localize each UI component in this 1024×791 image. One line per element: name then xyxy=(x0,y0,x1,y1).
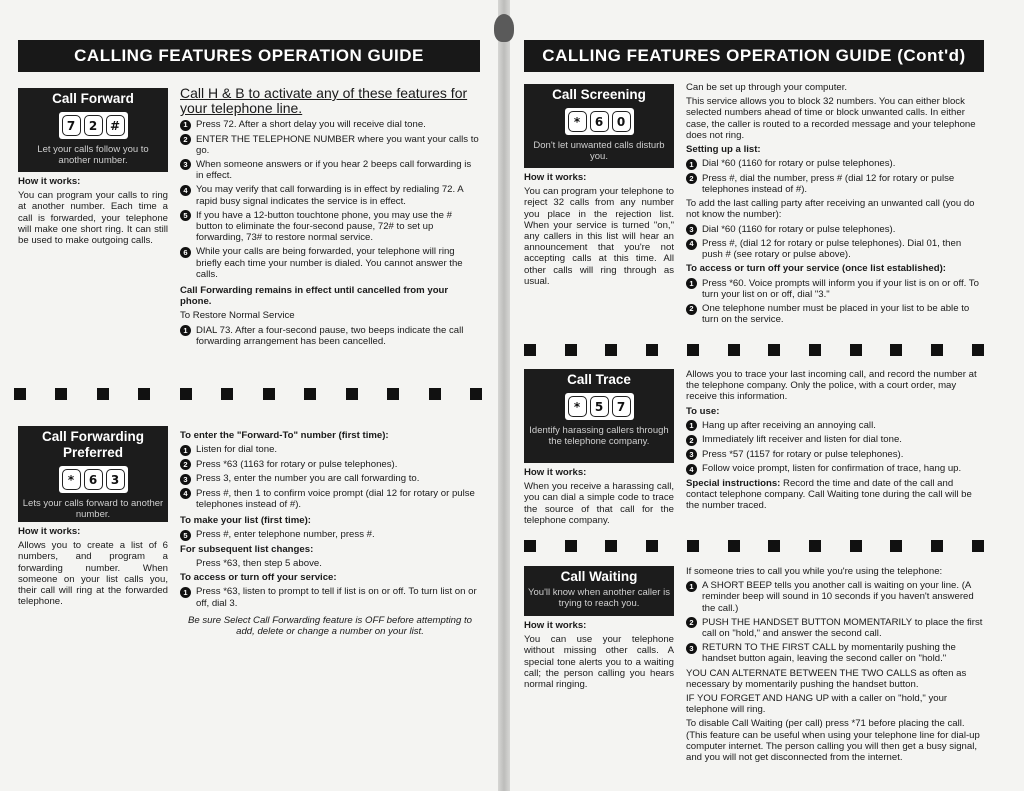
step-text: A SHORT BEEP tells you another call is waiting on your line. (A reminder beep will sound in 10 seconds if you haven't answered the call.) xyxy=(702,580,974,614)
step-text: Hang up after receiving an annoying call. xyxy=(702,419,876,431)
left-banner: CALLING FEATURES OPERATION GUIDE xyxy=(18,40,480,72)
step-number: 3 xyxy=(180,159,191,170)
step-text: Immediately lift receiver and listen for dial tone. xyxy=(702,434,902,446)
waiting-disable: To disable Call Waiting (per call) press *71 before placing the call. (This feature can be useful when using your telephone line for dial-up computer internet. The person calling you will then get a busy signal, and you will not get disconnected from the internet. xyxy=(686,718,980,764)
call-forward-intro: Call H & B to activate any of these features for your telephone line. xyxy=(180,85,468,116)
step-number: 4 xyxy=(686,239,697,250)
step xyxy=(686,580,984,614)
step-text: Press 72. After a short delay you will receive dial tone. xyxy=(196,119,426,130)
key-7: 7 xyxy=(62,115,81,136)
key-0: 0 xyxy=(612,111,631,132)
how-text: You can program your telephone to reject 32 calls from any number you place in the rejection list. When your service is turned "on," any callers in this list will hear an announcement that you're not accepting calls at this time. All other calls will ring through as usual. xyxy=(524,186,674,287)
step-text: You may verify that call forwarding is in effect by redialing 72. A rapid busy signal indicates the service is in effect. xyxy=(196,184,464,207)
how-label: How it works: xyxy=(524,172,587,183)
step xyxy=(180,159,480,181)
step xyxy=(180,184,480,206)
right-banner: CALLING FEATURES OPERATION GUIDE (Cont'd) xyxy=(524,40,984,72)
cfp-keys xyxy=(59,466,128,493)
step-text: Listen for dial tone. xyxy=(196,444,278,456)
how-label: How it works: xyxy=(524,620,587,631)
key-7: 7 xyxy=(612,396,631,417)
right-square-divider-2 xyxy=(524,540,984,552)
step xyxy=(686,278,984,300)
call-waiting-box xyxy=(524,566,674,616)
subs-head: For subsequent list changes: xyxy=(180,543,314,555)
step-text: Press *60. Voice prompts will inform you if your list is on or off. To turn your list on or off, dial "3." xyxy=(702,277,979,300)
step xyxy=(686,158,984,170)
page-gutter xyxy=(498,0,510,791)
step xyxy=(686,238,984,260)
step-number: 3 xyxy=(686,449,697,460)
step-text: Press #, dial the number, press # (dial 12 for rotary or pulse telephones instead of #). xyxy=(702,172,955,195)
special-label: Special instructions: xyxy=(686,477,781,489)
screening-tagline: Don't let unwanted calls disturb you. xyxy=(533,140,665,162)
step-number: 2 xyxy=(686,435,697,446)
waiting-alt: YOU CAN ALTERNATE BETWEEN THE TWO CALLS as often as necessary by momentarily pushing the handset button. xyxy=(686,667,967,690)
key-2: 2 xyxy=(84,115,103,136)
step-text: RETURN TO THE FIRST CALL by momentarily pushing the handset button again, leaving the second caller on "hold." xyxy=(702,642,956,665)
key-star: * xyxy=(568,111,587,132)
step xyxy=(180,473,480,485)
call-forward-how xyxy=(18,176,168,249)
key-hash: # xyxy=(106,115,125,136)
step xyxy=(686,642,984,664)
trace-how xyxy=(524,467,674,529)
list-head: To make your list (first time): xyxy=(180,515,311,527)
step-number: 1 xyxy=(686,278,697,289)
screening-instructions xyxy=(686,82,984,328)
call-forward-instructions xyxy=(180,86,480,350)
how-text: You can program your calls to ring at another number. Each time a call is forwarded, your telephone will make one short ring. It can still be used to make outgoing calls. xyxy=(18,190,168,247)
step-number: 1 xyxy=(180,120,191,131)
special-text: Record the time and date of the call and contact telephone company. Call Waiting tone during the call will be the number traced. xyxy=(686,477,972,512)
step-number: 2 xyxy=(686,173,697,184)
step-number: 2 xyxy=(686,304,697,315)
enter-head: To enter the "Forward-To" number (first time): xyxy=(180,430,389,441)
step xyxy=(180,119,480,131)
step-text: Dial *60 (1160 for rotary or pulse telephones). xyxy=(702,223,896,235)
use-head: To use: xyxy=(686,405,720,417)
how-label: How it works: xyxy=(18,176,81,187)
setting-head: Setting up a list: xyxy=(686,144,761,156)
step-number: 3 xyxy=(686,224,697,235)
step-text: While your calls are being forwarded, your telephone will ring briefly each time your number is dialed. You cannot answer the calls. xyxy=(196,246,463,280)
screening-p2: This service allows you to block 32 numbers. You can either block selected numbers ahead of time or block unwanted calls. In either case, the caller is routed to a recorded message and your telephone does not ring. xyxy=(686,96,976,141)
step-number: 2 xyxy=(180,134,191,145)
step-number: 5 xyxy=(180,210,191,221)
cfp-how xyxy=(18,526,168,610)
how-text: Allows you to create a list of 6 numbers, and program a forwarding number. When someone on your list calls you, their call will ring at the forwarded telephone. xyxy=(18,540,168,608)
step-number: 5 xyxy=(180,530,191,541)
cfp-title: Call Forwarding Preferred xyxy=(41,429,144,460)
restore-label: To Restore Normal Service xyxy=(180,310,295,322)
step xyxy=(180,246,480,280)
step-number: 4 xyxy=(686,464,697,475)
access-head: To access or turn off your service: xyxy=(180,572,337,584)
how-label: How it works: xyxy=(18,526,81,537)
call-forward-box xyxy=(18,88,168,172)
step-number: 4 xyxy=(180,185,191,196)
left-square-divider-1 xyxy=(14,388,482,400)
screening-how xyxy=(524,172,674,290)
step-text: Follow voice prompt, listen for confirmation of trace, hang up. xyxy=(702,463,962,475)
step xyxy=(180,488,480,510)
right-square-divider-1 xyxy=(524,344,984,356)
step xyxy=(180,134,480,156)
call-screening-box xyxy=(524,84,674,168)
waiting-title: Call Waiting xyxy=(560,569,638,584)
call-forwarding-preferred-box xyxy=(18,426,168,522)
how-text: When you receive a harassing call, you can dial a simple code to trace the source of that call for the telephone company. xyxy=(524,481,674,526)
cfp-tagline: Lets your calls forward to another number. xyxy=(22,498,164,520)
step xyxy=(686,463,984,475)
step-number: 2 xyxy=(180,459,191,470)
step xyxy=(180,444,480,456)
step-number: 3 xyxy=(180,474,191,485)
key-6: 6 xyxy=(84,469,103,490)
how-text: You can use your telephone without missing other calls. A special tone alerts you to a waiting call; the person calling you hears normal ringing. xyxy=(524,634,674,691)
step-number: 1 xyxy=(686,581,697,592)
step-number: 3 xyxy=(686,643,697,654)
trace-title: Call Trace xyxy=(567,372,631,387)
waiting-instructions xyxy=(686,566,984,766)
trace-instructions xyxy=(686,369,984,514)
step xyxy=(686,617,984,639)
step xyxy=(180,586,480,608)
step-number: 1 xyxy=(686,420,697,431)
call-forward-title: Call Forward xyxy=(52,91,134,106)
key-5: 5 xyxy=(590,396,609,417)
screening-p1: Can be set up through your computer. xyxy=(686,82,848,93)
step-text: Dial *60 (1160 for rotary or pulse telephones). xyxy=(702,158,896,170)
call-trace-box xyxy=(524,369,674,463)
step xyxy=(686,420,984,432)
access-head: To access or turn off your service (once list established): xyxy=(686,263,946,275)
step-text: Press *57 (1157 for rotary or pulse telephones). xyxy=(702,448,904,460)
waiting-intro: If someone tries to call you while you're using the telephone: xyxy=(686,566,943,577)
step-number: 1 xyxy=(686,159,697,170)
step-text: Press *63, listen to prompt to tell if list is on or off. To turn list on or off, dial 3. xyxy=(196,586,477,609)
key-6: 6 xyxy=(590,111,609,132)
call-forward-keys xyxy=(59,112,128,139)
call-forward-tagline: Let your calls follow you to another number. xyxy=(37,144,149,166)
waiting-forget: IF YOU FORGET AND HANG UP with a caller on "hold," your telephone will ring. xyxy=(686,693,948,716)
trace-intro: Allows you to trace your last incoming call, and record the number at the telephone company. Only the police, with a court order, may receive this information. xyxy=(686,369,977,403)
key-3: 3 xyxy=(106,469,125,490)
step-number: 2 xyxy=(686,617,697,628)
step xyxy=(180,529,480,541)
step xyxy=(686,224,984,236)
binding-mark xyxy=(494,14,514,42)
screening-keys xyxy=(565,108,634,135)
add-text: To add the last calling party after receiving an unwanted call (you do not know the number): xyxy=(686,198,975,221)
step-number: 4 xyxy=(180,488,191,499)
step-text: Press #, (dial 12 for rotary or pulse telephones). Dial 01, then push # (see rotary or pulse above). xyxy=(702,238,962,261)
step-text: When someone answers or if you hear 2 beeps call forwarding is in effect. xyxy=(196,158,472,182)
step-text: Press #, then 1 to confirm voice prompt (dial 12 for rotary or pulse telephones instead of #). xyxy=(196,487,475,510)
step xyxy=(686,303,984,325)
waiting-how xyxy=(524,620,674,693)
step-text: If you have a 12-button touchtone phone, you may use the # button to eliminate the four-second pause, 72# to set up forwarding, 73# to restore normal service. xyxy=(196,209,453,244)
step xyxy=(180,210,480,244)
step xyxy=(180,325,480,347)
waiting-tagline: You'll know when another caller is trying to reach you. xyxy=(528,587,670,609)
key-star: * xyxy=(568,396,587,417)
trace-keys xyxy=(565,393,634,420)
step xyxy=(686,449,984,461)
step-text: Press *63 (1163 for rotary or pulse telephones). xyxy=(196,458,398,470)
remains-note: Call Forwarding remains in effect until cancelled from your phone. xyxy=(180,284,449,308)
step-number: 1 xyxy=(180,325,191,336)
step-number: 6 xyxy=(180,247,191,258)
step xyxy=(686,173,984,195)
step-text: ENTER THE TELEPHONE NUMBER where you want your calls to go. xyxy=(196,133,479,156)
key-star: * xyxy=(62,469,81,490)
step-number: 1 xyxy=(180,587,191,598)
step-text: Press #, enter telephone number, press #. xyxy=(196,529,375,541)
step xyxy=(686,434,984,446)
cfp-instructions xyxy=(180,430,480,640)
subs-text: Press *63, then step 5 above. xyxy=(196,558,322,570)
screening-title: Call Screening xyxy=(552,87,646,102)
step-text: DIAL 73. After a four-second pause, two beeps indicate the call forwarding arrangement has been cancelled. xyxy=(196,324,464,347)
step-text: One telephone number must be placed in your list to be able to turn on the service. xyxy=(702,303,970,326)
how-label: How it works: xyxy=(524,467,587,478)
cfp-note: Be sure Select Call Forwarding feature is OFF before attempting to add, delete or change a number on your list. xyxy=(187,614,473,638)
trace-tagline: Identify harassing callers through the telephone company. xyxy=(529,425,669,447)
step-text: PUSH THE HANDSET BUTTON MOMENTARILY to place the first call on "hold," and answer the second call. xyxy=(702,616,983,640)
step-number: 1 xyxy=(180,445,191,456)
step xyxy=(180,459,480,471)
step-text: Press 3, enter the number you are call forwarding to. xyxy=(196,473,420,485)
